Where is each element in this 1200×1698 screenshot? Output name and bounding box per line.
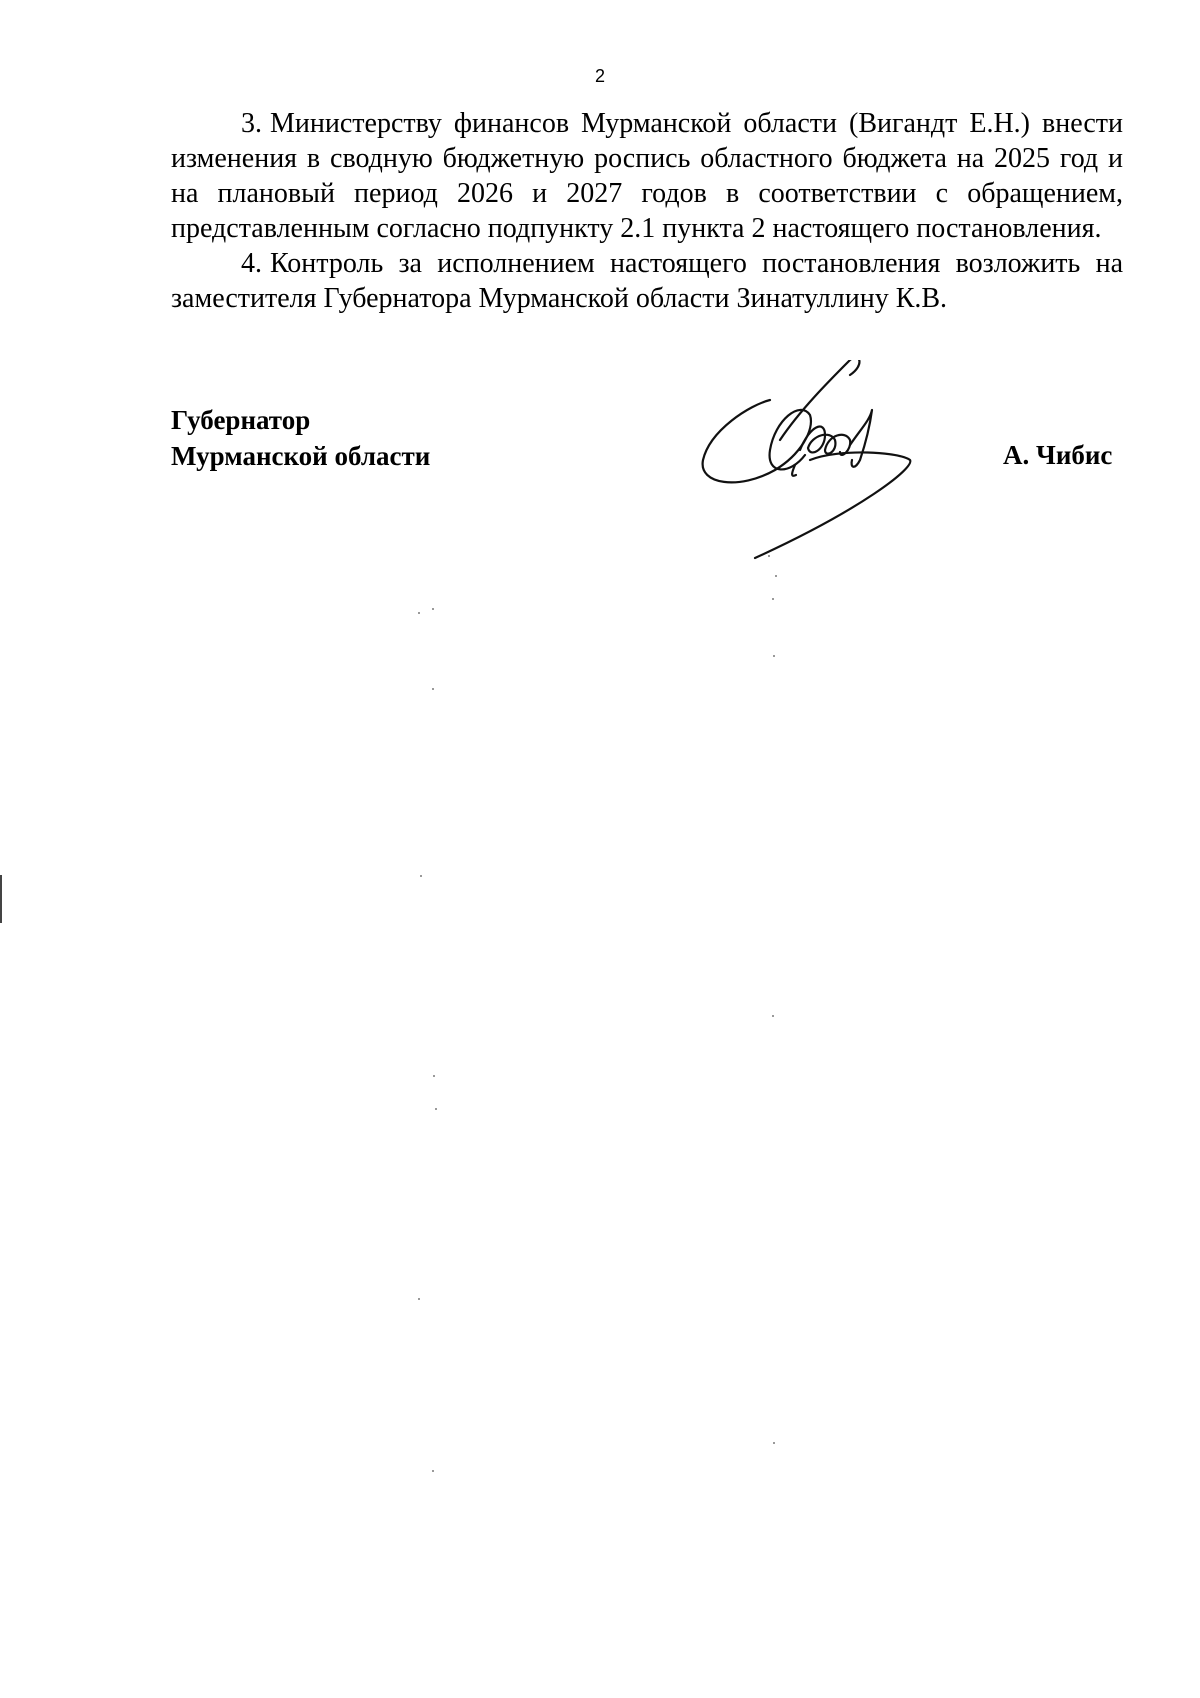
paragraph-4 xyxy=(171,246,1123,316)
scan-speck xyxy=(432,1470,434,1472)
scan-speck xyxy=(772,1015,774,1017)
signatory-title-line-1: Губернатор xyxy=(171,405,311,435)
scan-speck xyxy=(773,655,775,657)
scan-edge-mark xyxy=(0,875,2,923)
scan-speck xyxy=(432,688,434,690)
scan-speck xyxy=(772,598,774,600)
scan-speck xyxy=(768,555,770,557)
scan-speck xyxy=(775,575,777,577)
scan-speck xyxy=(435,1108,437,1110)
paragraph-3 xyxy=(171,106,1123,246)
scan-speck xyxy=(433,1075,435,1077)
signatory-title xyxy=(171,402,430,474)
paragraph-text: Министерству финансов Мурманской области (Вигандт Е.Н.) внести изменения в сводную бюджетную роспись областного бюджета на 2025 год и на плановый период 2026 и 2027 годов в соответствии с обращением, представленным согласно подпункту 2.1 пункта 2 настоящего постановления. xyxy=(171,108,1123,244)
page-number: 2 xyxy=(594,66,605,86)
scan-speck xyxy=(420,875,422,877)
paragraph-number: 4. xyxy=(241,248,262,279)
handwritten-signature xyxy=(700,360,1000,610)
scan-speck xyxy=(418,612,420,614)
paragraph-text: Контроль за исполнением настоящего постановления возложить на заместителя Губернатора Мурманской области Зинатуллину К.В. xyxy=(171,248,1123,314)
signatory-title-line-2: Мурманской области xyxy=(171,441,431,471)
scan-speck xyxy=(773,1442,775,1444)
paragraph-number: 3. xyxy=(241,108,262,139)
scan-speck xyxy=(432,608,434,610)
signatory-name: А. Чибис xyxy=(1003,440,1113,470)
document-body xyxy=(171,106,1123,316)
scan-speck xyxy=(418,1298,420,1300)
